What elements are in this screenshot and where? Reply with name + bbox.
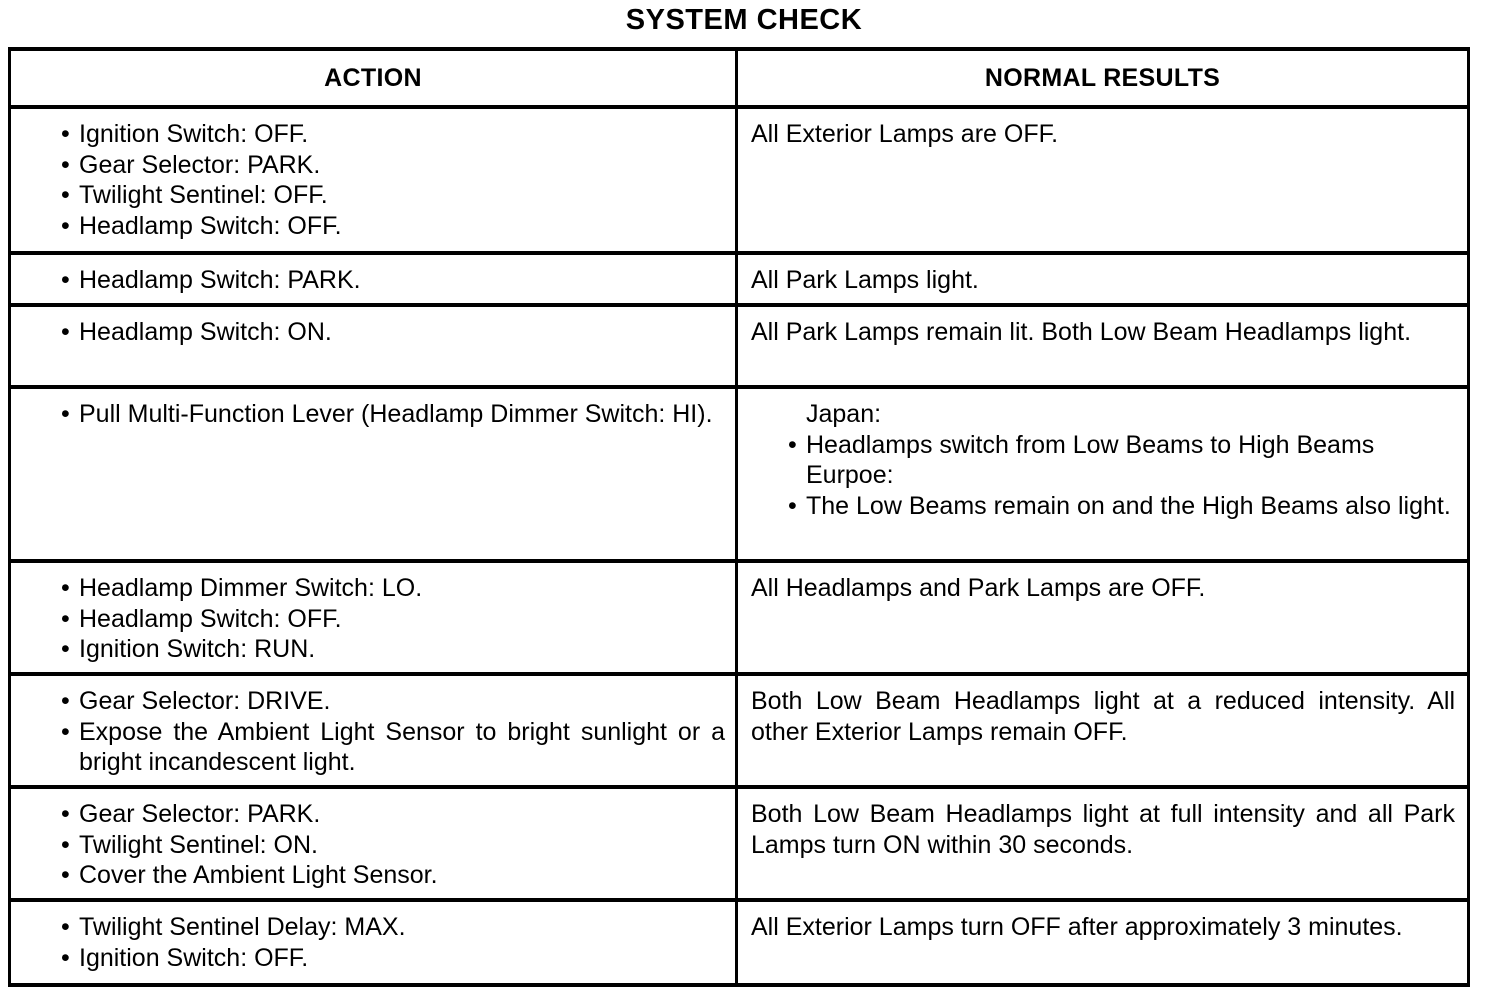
result-group-japan bbox=[751, 399, 1455, 430]
result-text: All Headlamps and Park Lamps are OFF. bbox=[751, 574, 1206, 602]
table-row bbox=[10, 900, 1469, 985]
action-item: • Gear Selector: DRIVE. bbox=[61, 686, 725, 717]
action-cell bbox=[10, 107, 737, 253]
result-cell bbox=[737, 107, 1469, 253]
result-text: Both Low Beam Headlamps light at a reduced intensity. All other Exterior Lamps remain OFF. bbox=[751, 687, 1455, 746]
action-list bbox=[61, 799, 725, 891]
result-list bbox=[751, 491, 1455, 522]
action-item: • Expose the Ambient Light Sensor to bright sunlight or a bright incandescent light. bbox=[61, 717, 725, 778]
table-row bbox=[10, 107, 1469, 253]
table-row bbox=[10, 787, 1469, 900]
action-item: • Headlamp Switch: ON. bbox=[61, 317, 725, 348]
result-cell bbox=[737, 561, 1469, 674]
table-header-row bbox=[10, 49, 1469, 107]
action-list bbox=[61, 686, 725, 778]
action-item: • Cover the Ambient Light Sensor. bbox=[61, 860, 725, 891]
table-row bbox=[10, 561, 1469, 674]
result-text: All Park Lamps light. bbox=[751, 266, 979, 294]
action-item: • Headlamp Dimmer Switch: LO. bbox=[61, 573, 725, 604]
result-item: • Headlamps switch from Low Beams to High Beams bbox=[788, 430, 1455, 461]
result-text: All Exterior Lamps turn OFF after approximately 3 minutes. bbox=[751, 913, 1403, 941]
result-cell bbox=[737, 305, 1469, 387]
action-item: • Headlamp Switch: OFF. bbox=[61, 604, 725, 635]
page-title: SYSTEM CHECK bbox=[625, 4, 863, 36]
action-list bbox=[61, 399, 725, 430]
result-group-europe bbox=[751, 460, 1455, 491]
result-text: All Park Lamps remain lit. Both Low Beam Headlamps light. bbox=[751, 318, 1412, 346]
action-item: • Gear Selector: PARK. bbox=[61, 150, 725, 181]
action-list bbox=[61, 317, 725, 348]
action-list bbox=[61, 573, 725, 665]
table-row bbox=[10, 674, 1469, 787]
action-item: • Ignition Switch: RUN. bbox=[61, 634, 725, 665]
result-group-heading: Japan: bbox=[806, 400, 882, 428]
table-row bbox=[10, 305, 1469, 387]
action-list bbox=[61, 912, 725, 973]
result-cell bbox=[737, 387, 1469, 561]
result-list bbox=[751, 430, 1455, 461]
result-text: All Exterior Lamps are OFF. bbox=[751, 120, 1059, 148]
result-cell bbox=[737, 900, 1469, 985]
action-cell bbox=[10, 787, 737, 900]
action-cell bbox=[10, 305, 737, 387]
action-list bbox=[61, 265, 725, 296]
action-cell bbox=[10, 561, 737, 674]
action-item: • Twilight Sentinel Delay: MAX. bbox=[61, 912, 725, 943]
result-cell bbox=[737, 253, 1469, 305]
result-cell bbox=[737, 787, 1469, 900]
result-text: Both Low Beam Headlamps light at full intensity and all Park Lamps turn ON within 30 seconds. bbox=[751, 800, 1455, 859]
result-item: • The Low Beams remain on and the High Beams also light. bbox=[788, 491, 1455, 522]
action-list bbox=[61, 119, 725, 241]
header-normal-results: NORMAL RESULTS bbox=[737, 49, 1469, 107]
action-cell bbox=[10, 674, 737, 787]
table-row bbox=[10, 253, 1469, 305]
action-item: • Ignition Switch: OFF. bbox=[61, 119, 725, 150]
action-cell bbox=[10, 387, 737, 561]
action-item: • Pull Multi-Function Lever (Headlamp Dimmer Switch: HI). bbox=[61, 399, 725, 430]
action-item: • Twilight Sentinel: OFF. bbox=[61, 180, 725, 211]
action-cell bbox=[10, 900, 737, 985]
result-group-heading: Eurpoe: bbox=[806, 461, 894, 490]
action-item: • Twilight Sentinel: ON. bbox=[61, 830, 725, 861]
action-item: • Gear Selector: PARK. bbox=[61, 799, 725, 830]
header-action: ACTION bbox=[10, 49, 737, 107]
action-item: • Headlamp Switch: PARK. bbox=[61, 265, 725, 296]
action-cell bbox=[10, 253, 737, 305]
system-check-table bbox=[8, 47, 1470, 987]
table-row bbox=[10, 387, 1469, 561]
result-cell bbox=[737, 674, 1469, 787]
action-item: • Headlamp Switch: OFF. bbox=[61, 211, 725, 242]
action-item: • Ignition Switch: OFF. bbox=[61, 943, 725, 974]
